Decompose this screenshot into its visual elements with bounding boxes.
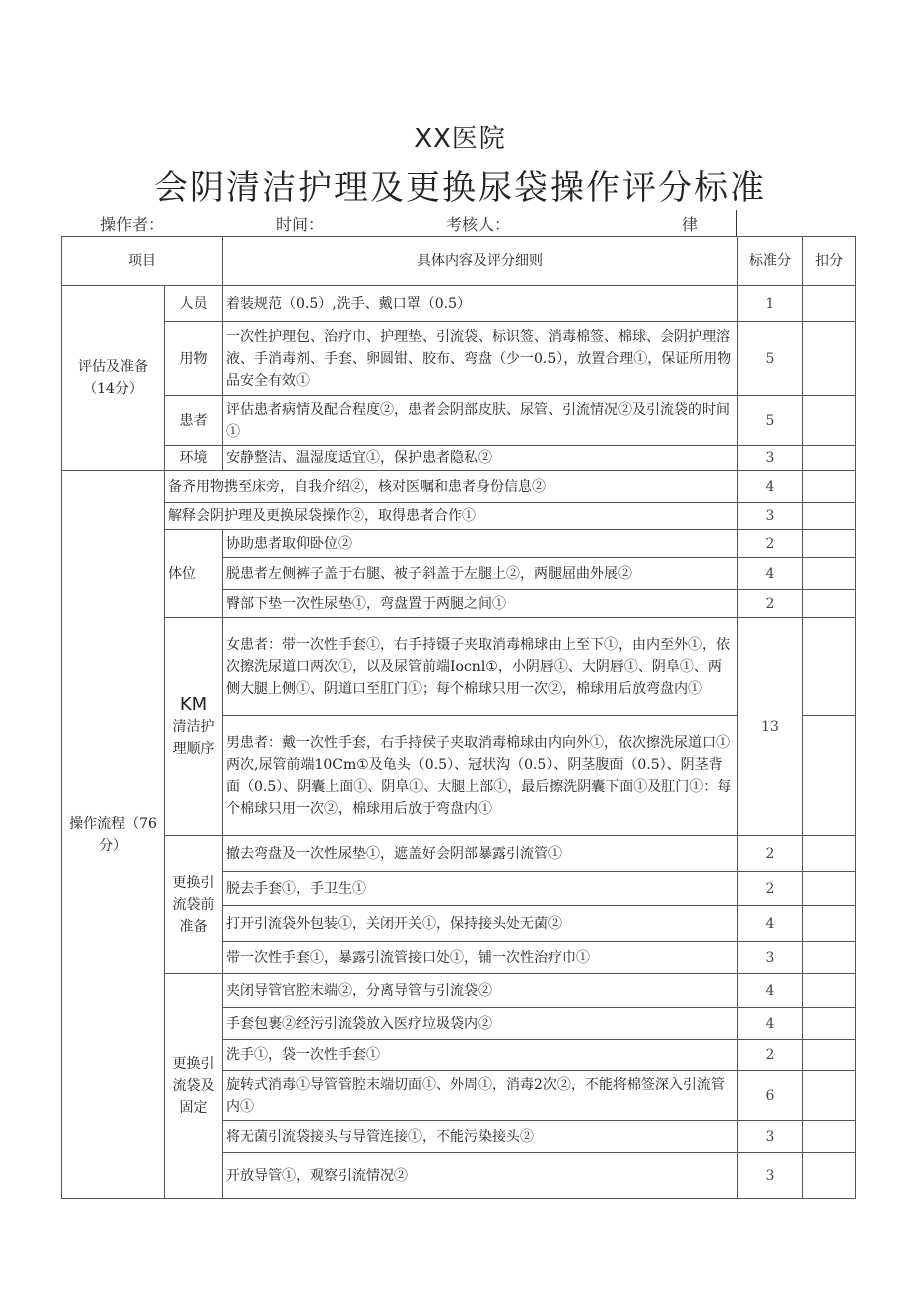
deduct-cell[interactable]: [803, 974, 856, 1008]
examiner-label: 考核人：: [446, 215, 511, 234]
col-header-content: 具体内容及评分细则: [223, 237, 738, 286]
row-content: 洗手①，袋一次性手套①: [223, 1040, 738, 1071]
row-score: 3: [738, 446, 803, 471]
table-row: [62, 618, 856, 716]
deduct-cell[interactable]: [803, 396, 856, 446]
col-header-standard: 标准分: [738, 237, 803, 286]
table-row: [62, 471, 856, 503]
row-content: 将无菌引流袋接头与导管连接①，不能污染接头②: [223, 1121, 738, 1153]
km-mark: KM: [179, 693, 208, 715]
deduct-cell[interactable]: [803, 1040, 856, 1071]
table-row: [62, 836, 856, 872]
row-score: 2: [738, 836, 803, 872]
scoring-table: [61, 236, 856, 1199]
deduct-cell[interactable]: [803, 836, 856, 872]
row-content: 开放导管①，观察引流情况②: [223, 1153, 738, 1199]
table-row: [62, 396, 856, 446]
row-content: 男患者：戴一次性手套，右手持侯子夹取消毒棉球由内向外①，依次擦洗尿道口①两次,尿管前端10Cm①及龟头（0.5）、冠状沟（0.5）、阴茎腹面（0.5）、阴茎背面（0.5）、阴囊上面①、阴阜①、大腿上部①，最后擦洗阴囊下面①及肛门①：每个棉球只用一次②，棉球用后放于弯盘内①: [223, 716, 738, 836]
deduct-cell[interactable]: [803, 942, 856, 974]
row-content: 旋转式消毒①导管管腔末端切面①、外周①，消毒2次②，不能将棉签深入引流管内①: [223, 1071, 738, 1121]
row-score: 4: [738, 471, 803, 503]
col-header-item: 项目: [62, 237, 223, 286]
deduct-cell[interactable]: [803, 558, 856, 590]
sub-change-fix: 更换引流袋及固定: [165, 974, 223, 1199]
row-score: 3: [738, 1121, 803, 1153]
row-score: 4: [738, 1008, 803, 1040]
table-row: [62, 322, 856, 396]
sub-clean-order: [165, 618, 223, 836]
row-content: 打开引流袋外包装①，关闭开关①，保持接头处无菌②: [223, 906, 738, 942]
row-score: 13: [738, 618, 803, 836]
table-header-row: [62, 237, 856, 286]
row-content: 手套包裹②经污引流袋放入医疗垃圾袋内②: [223, 1008, 738, 1040]
row-content: 臀部下垫一次性尿垫①，弯盘置于两腿之间①: [223, 590, 738, 618]
row-score: 4: [738, 974, 803, 1008]
row-content: 脱去手套①，手卫生①: [223, 872, 738, 906]
sub-personnel: 人员: [165, 286, 223, 322]
col-header-deduct: 扣分: [803, 237, 856, 286]
table-row: [62, 446, 856, 471]
row-content: 解释会阴护理及更换尿袋操作②，取得患者合作①: [165, 503, 738, 530]
deduct-cell[interactable]: [803, 872, 856, 906]
row-content: 带一次性手套①，暴露引流管接口处①，铺一次性治疗巾①: [223, 942, 738, 974]
sub-before-change: 更换引流袋前准备: [165, 836, 223, 974]
row-score: 4: [738, 906, 803, 942]
table-row: [62, 286, 856, 322]
deduct-cell[interactable]: [803, 530, 856, 558]
deduct-cell[interactable]: [803, 716, 856, 836]
row-content: 一次性护理包、治疗巾、护理垫、引流袋、标识签、消毒棉签、棉球、会阴护理溶液、手消毒剂、手套、卵圆钳、胶布、弯盘（少一0.5），放置合理①，保证所用物品安全有效①: [223, 322, 738, 396]
row-content: 着装规范（0.5）,洗手、戴口罩（0.5）: [223, 286, 738, 322]
deduct-cell[interactable]: [803, 590, 856, 618]
header-divider: [736, 210, 737, 236]
table-row: [62, 503, 856, 530]
clean-order-label: 清洁护理顺序: [172, 718, 215, 757]
row-score: 3: [738, 942, 803, 974]
row-content: 夹闭导管官腔末端②，分离导管与引流袋②: [223, 974, 738, 1008]
sub-patient: 患者: [165, 396, 223, 446]
row-score: 5: [738, 396, 803, 446]
row-content: 备齐用物携至床旁，自我介绍②，核对医嘱和患者身份信息②: [165, 471, 738, 503]
hospital-name: XX医院: [414, 124, 506, 154]
row-content: 评估患者病情及配合程度②，患者会阴部皮肤、尿管、引流情况②及引流袋的时间①: [223, 396, 738, 446]
group-assess: 评估及准备（14分）: [62, 286, 165, 471]
row-score: 3: [738, 503, 803, 530]
row-score: 5: [738, 322, 803, 396]
group-process: 操作流程（76分）: [62, 471, 165, 1199]
row-score: 2: [738, 1040, 803, 1071]
deduct-cell[interactable]: [803, 1153, 856, 1199]
row-score: 2: [738, 530, 803, 558]
row-score: 1: [738, 286, 803, 322]
deduct-cell[interactable]: [803, 322, 856, 396]
operator-label: 操作者：: [100, 215, 165, 234]
row-score: 4: [738, 558, 803, 590]
row-score: 6: [738, 1071, 803, 1121]
deduct-cell[interactable]: [803, 906, 856, 942]
deduct-cell[interactable]: [803, 286, 856, 322]
row-content: 脱患者左侧裤子盖于右腿、被子斜盖于左腿上②，两腿屈曲外展②: [223, 558, 738, 590]
row-score: 2: [738, 872, 803, 906]
row-content: 撤去弯盘及一次性尿垫①，遮盖好会阴部暴露引流管①: [223, 836, 738, 872]
deduct-cell[interactable]: [803, 1071, 856, 1121]
row-content: 女患者：带一次性手套①，右手持镊子夹取消毒棉球由上至下①，由内至外①，依次擦洗尿道口两次①，以及尿管前端Iocnl①，小阴唇①、大阴唇①、阴阜①、两侧大腿上侧①、阴道口至肛门①；每个棉球只用一次②，棉球用后放弯盘内①: [223, 618, 738, 716]
deduct-cell[interactable]: [803, 446, 856, 471]
row-score: 2: [738, 590, 803, 618]
deduct-cell[interactable]: [803, 1008, 856, 1040]
time-label: 时间：: [276, 215, 325, 234]
sub-environment: 环境: [165, 446, 223, 471]
sub-position: 体位: [165, 530, 223, 618]
row-score: 3: [738, 1153, 803, 1199]
extra-char: 律: [682, 215, 699, 234]
table-row: [62, 530, 856, 558]
table-row: [62, 974, 856, 1008]
row-content: 协助患者取仰卧位②: [223, 530, 738, 558]
document-title: 会阴清洁护理及更换尿袋操作评分标准: [154, 168, 766, 208]
sub-supplies: 用物: [165, 322, 223, 396]
deduct-cell[interactable]: [803, 1121, 856, 1153]
deduct-cell[interactable]: [803, 618, 856, 716]
deduct-cell[interactable]: [803, 471, 856, 503]
deduct-cell[interactable]: [803, 503, 856, 530]
row-content: 安静整洁、温湿度适宜①，保护患者隐私②: [223, 446, 738, 471]
